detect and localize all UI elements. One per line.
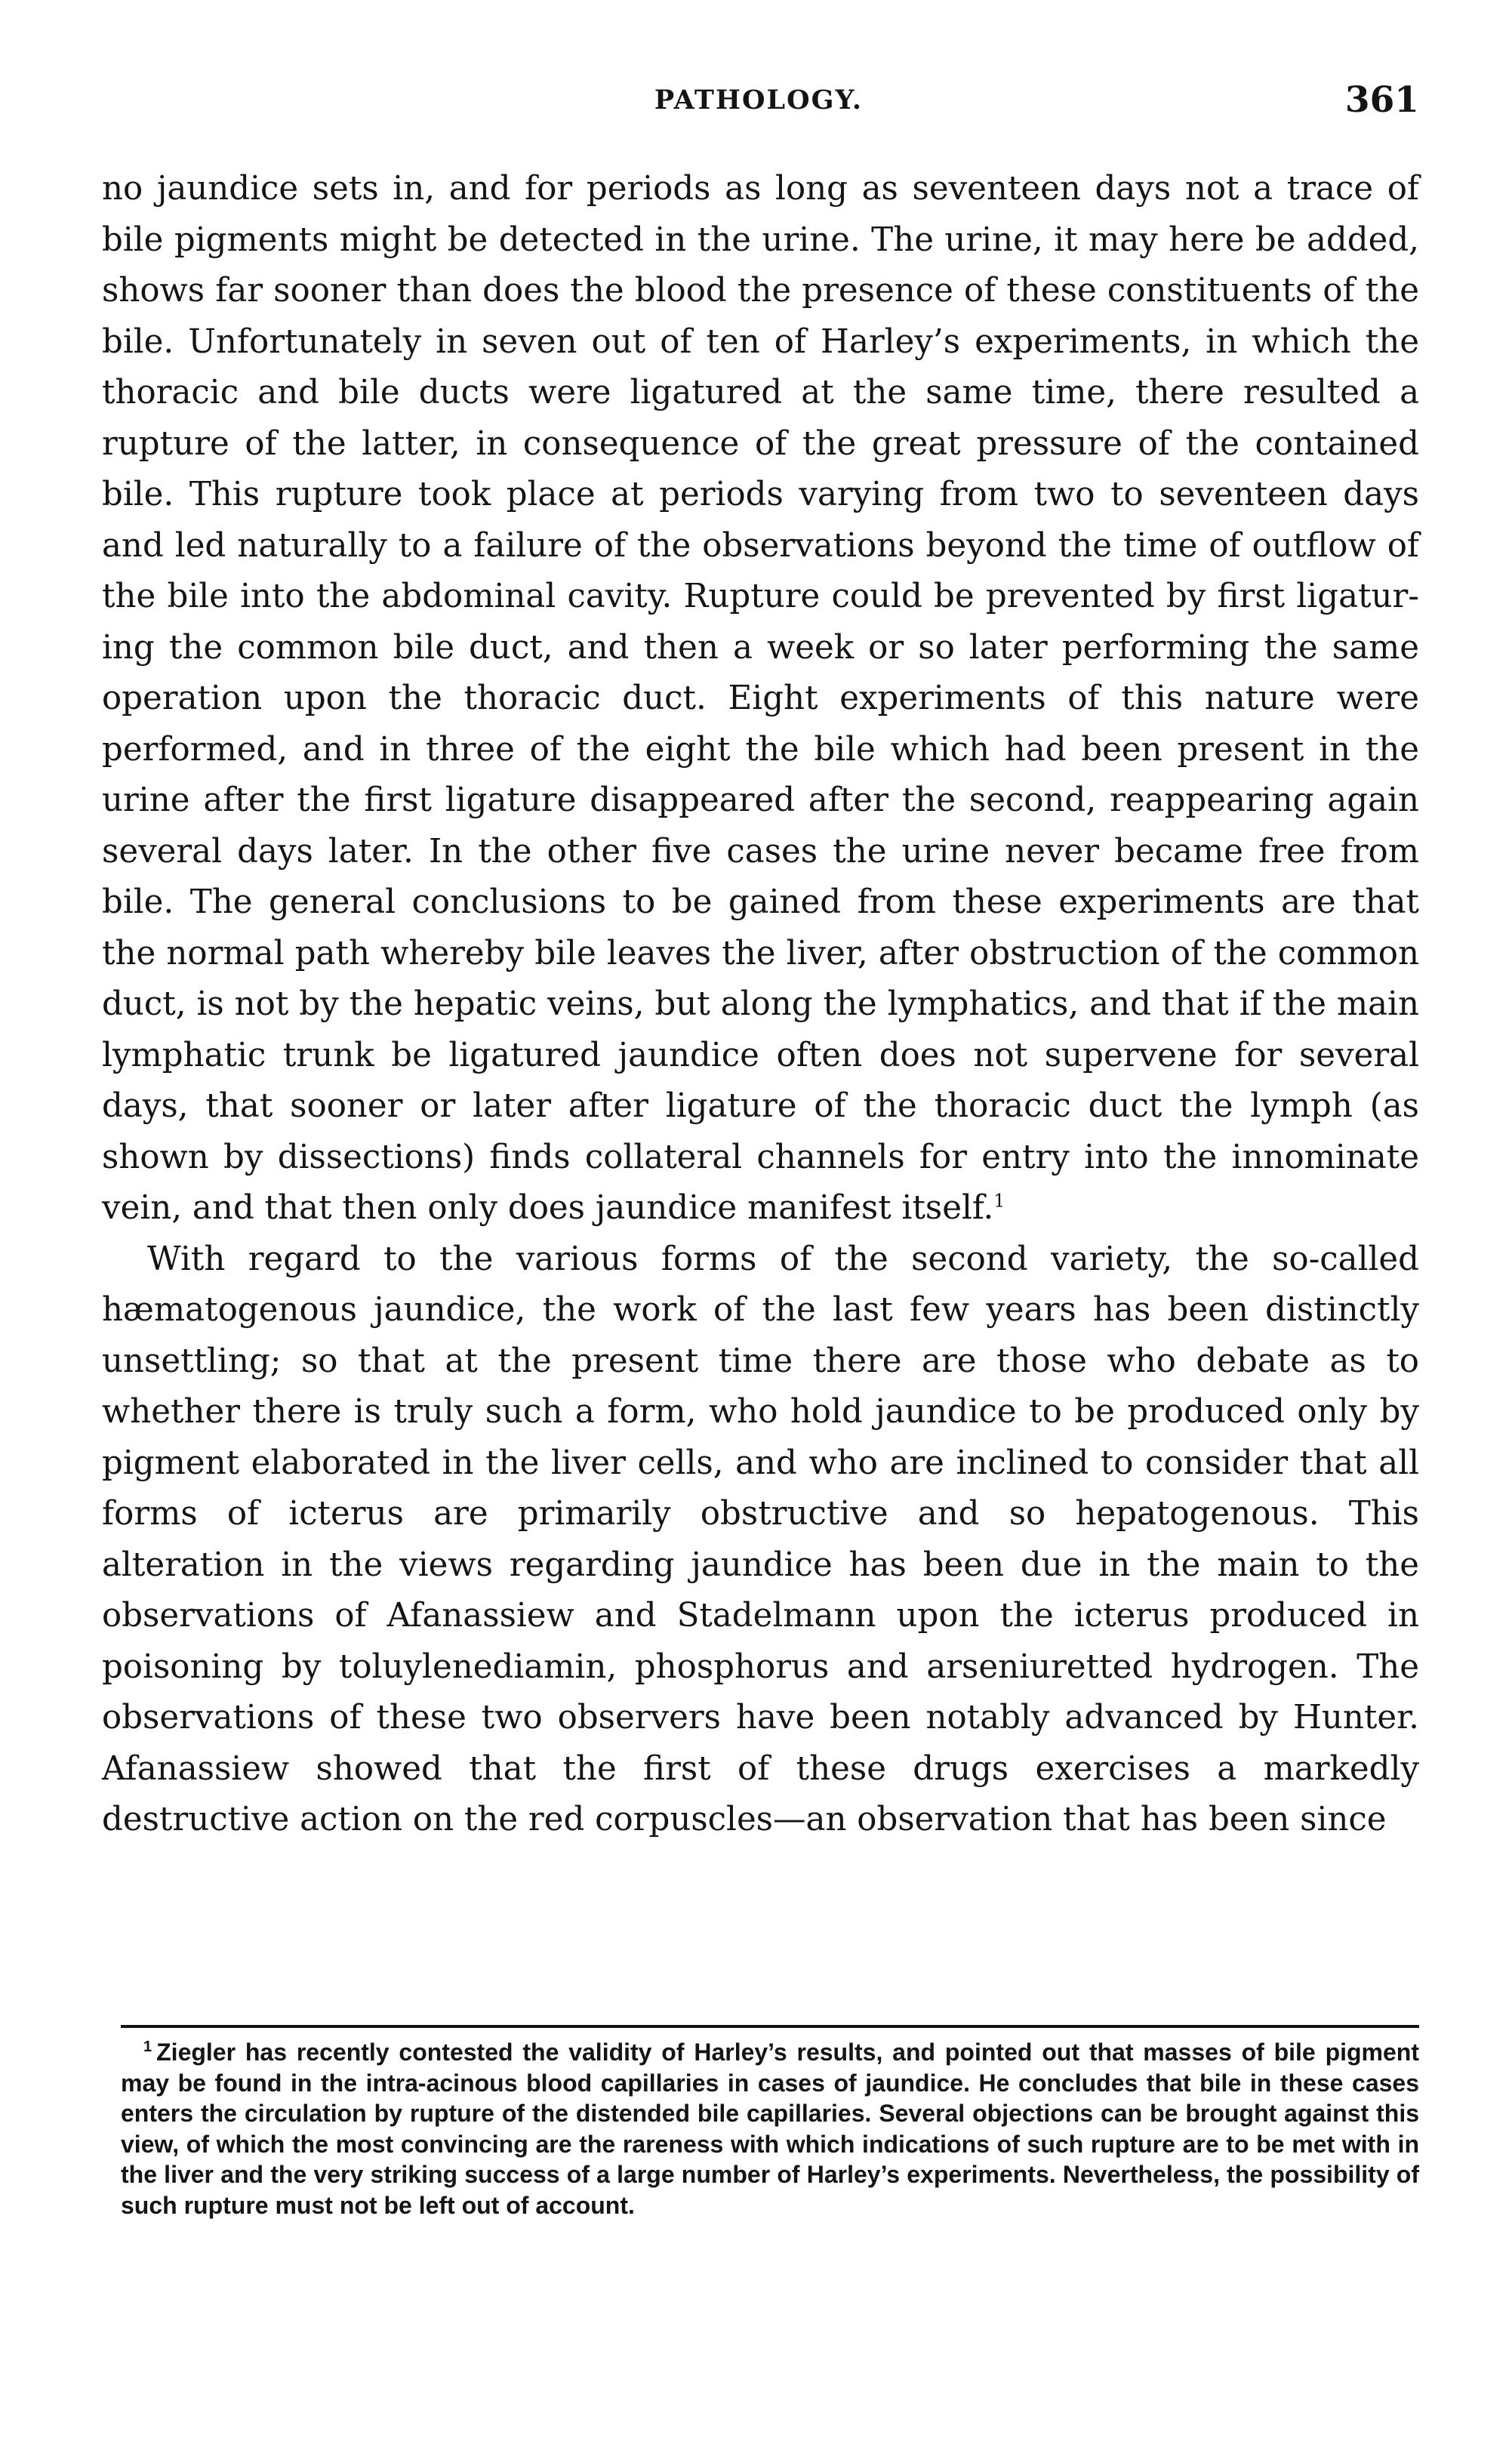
running-head: PATHOLOGY. <box>654 85 864 116</box>
footnotes <box>121 2037 1419 2220</box>
footnote-1 <box>121 2037 1419 2220</box>
paragraph-1 <box>102 164 1419 1234</box>
footnote-divider <box>121 2025 1419 2028</box>
paragraph-1-text: no jaundice sets in, and for periods as long as seventeen days not a trace of bile pigments might be detected in the urine. The urine, it may here be added, shows far sooner than does the blood the presence of these constituents of the bile. Unfortunately in seven out of ten of Harley’s experiments, in which the thoracic and bile ducts were ligatured at the same time, there resulted a rupture of the latter, in consequence of the great pressure of the contained bile. This rupture took place at periods varying from two to seventeen days and led naturally to a failure of the observations beyond the time of outflow of the bile into the abdominal cavity. Rupture could be prevented by first ligaturing the common bile duct, and then a week or so later performing the same operation upon the thoracic duct. Eight experiments of this nature were performed, and in three of the eight the bile which had been present in the urine after the first ligature disappeared after the second, reappearing again several days later. In the other five cases the urine never became free from bile. The general conclusions to be gained from these experiments are that the normal path whereby bile leaves the liver, after obstruction of the common duct, is not by the hepatic veins, but along the lymphatics, and that if the main lymphatic trunk be ligatured jaundice often does not supervene for several days, that sooner or later after ligature of the thoracic duct the lymph (as shown by dissections) finds collateral channels for entry into the innominate vein, and that then only does jaundice manifest itself. <box>102 170 1419 1227</box>
footnote-text: Ziegler has recently contested the validity of Harley’s results, and pointed out that masses of bile pigment may be found in the intra-acinous blood capillaries in cases of jaundice. He concludes that bile in these cases enters the circulation by rupture of the distended bile capillaries. Several objections can be brought against this view, of which the most convincing are the rareness with which indications of such rupture are to be met with in the liver and the very striking success of a large number of Harley’s experiments. Nevertheless, the possibility of such rupture must not be left out of account. <box>121 2039 1419 2219</box>
page-number: 361 <box>1344 79 1419 121</box>
footnote-mark: 1 <box>143 2039 152 2056</box>
main-text <box>102 164 1419 1846</box>
page-header <box>98 74 1419 127</box>
footnote-reference: 1 <box>993 1190 1005 1212</box>
paragraph-2: With regard to the various forms of the second variety, the so-called hæmatogenous jaundice, the work of the last few years has been distinctly unsettling; so that at the present time there are those who debate as to whether there is truly such a form, who hold jaundice to be produced only by pigment elaborated in the liver cells, and who are inclined to consider that all forms of icterus are primarily obstructive and so hepatogenous. This alteration in the views regarding jaundice has been due in the main to the observations of Afanassiew and Stadelmann upon the icterus produced in poisoning by toluylenediamin, phosphorus and arseniuretted hydrogen. The observations of these two observers have been notably advanced by Hunter. Afanassiew showed that the first of these drugs exercises a markedly destructive action on the red corpuscles—an observation that has been since <box>102 1240 1419 1838</box>
